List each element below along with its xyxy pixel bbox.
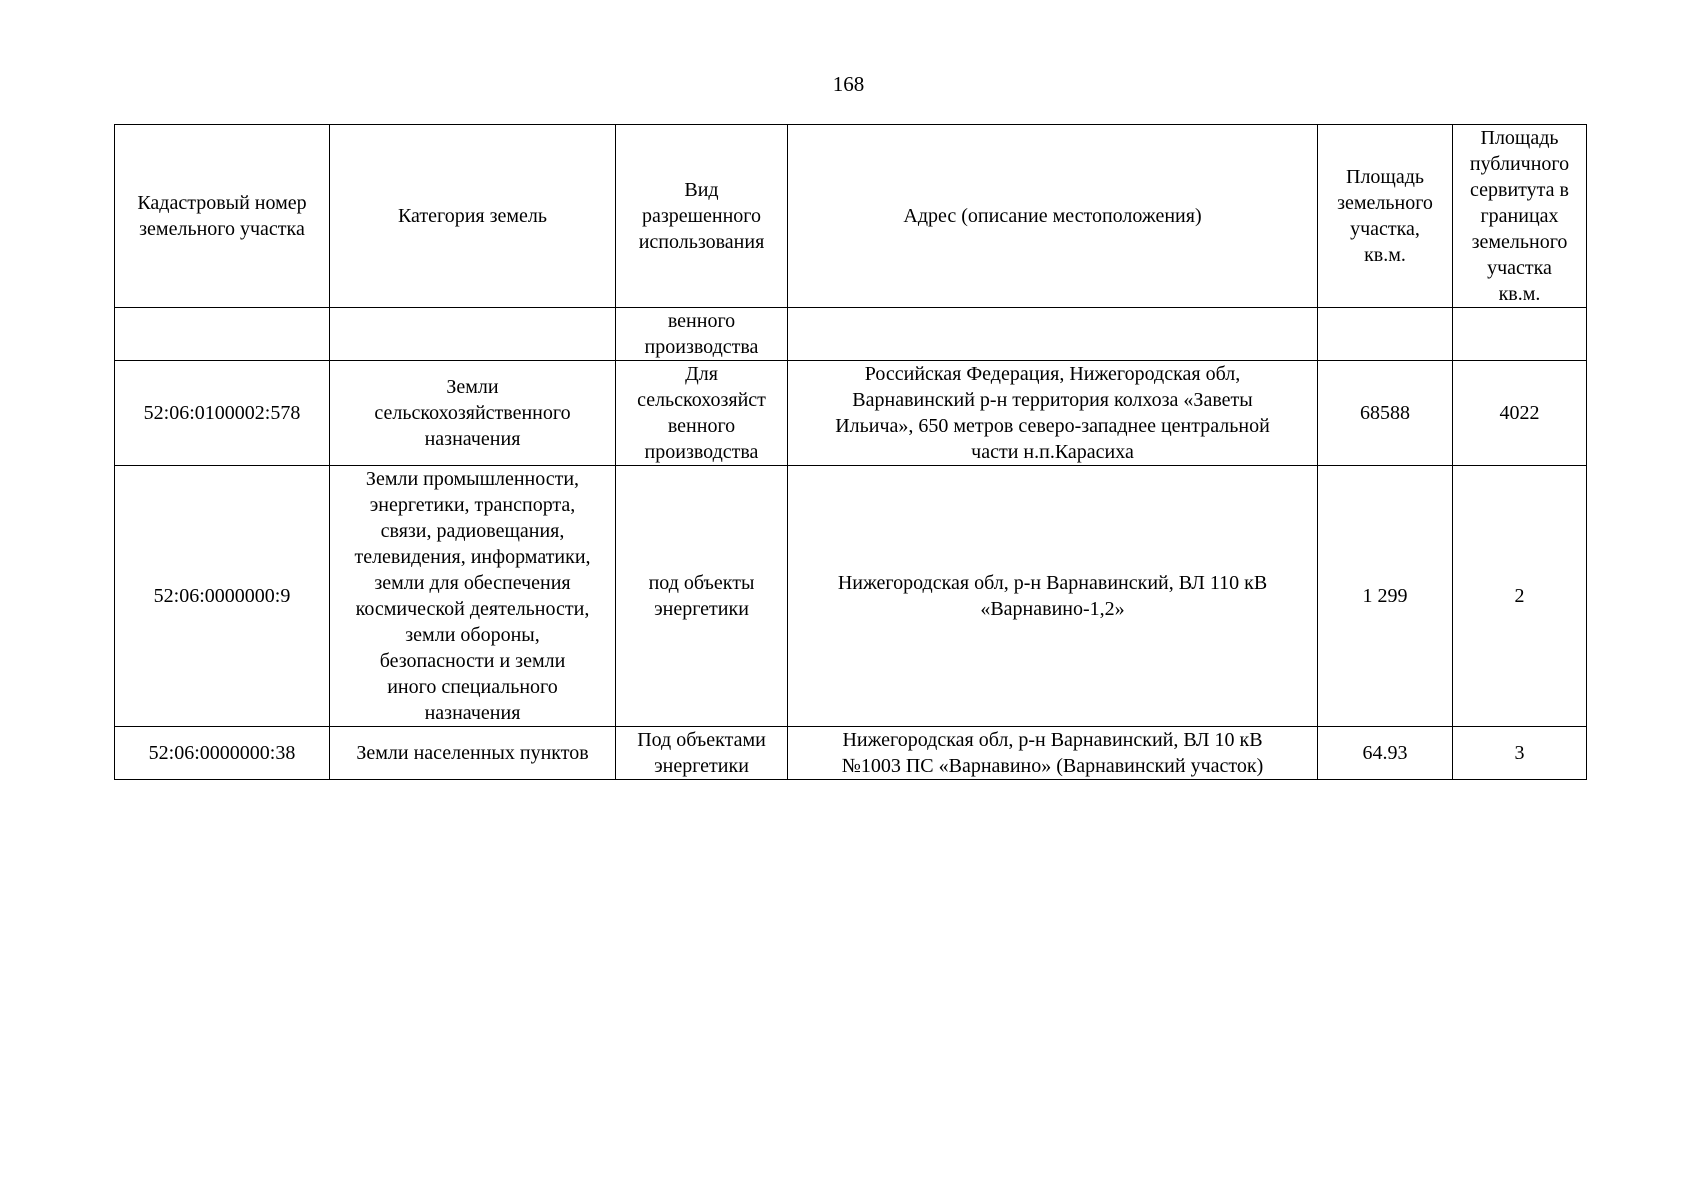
page-number: 168 xyxy=(832,72,865,96)
cadastral-table xyxy=(114,124,1587,780)
cell-cadastral-number: 52:06:0100002:578 xyxy=(115,361,330,466)
cell-servitude-area: 2 xyxy=(1453,466,1587,727)
header-row xyxy=(115,125,1587,308)
cell-address: Российская Федерация, Нижегородская обл, Варнавинский р-н территория колхоза «Заветы Ильича», 650 метров северо-западнее центральной части н.п.Карасиха xyxy=(788,361,1318,466)
cell-land-category xyxy=(330,308,616,361)
cell-servitude-area xyxy=(1453,308,1587,361)
table-row xyxy=(115,727,1587,780)
cell-plot-area: 68588 xyxy=(1318,361,1453,466)
header-address: Адрес (описание местоположения) xyxy=(788,125,1318,308)
cell-plot-area xyxy=(1318,308,1453,361)
cell-address xyxy=(788,308,1318,361)
cell-plot-area: 1 299 xyxy=(1318,466,1453,727)
cell-land-category: Земли промышленности, энергетики, транспорта, связи, радиовещания, телевидения, информатики, земли для обеспечения космической деятельности, земли обороны, безопасности и земли иного специального назначения xyxy=(330,466,616,727)
header-plot-area: Площадь земельного участка, кв.м. xyxy=(1318,125,1453,308)
header-cadastral-number: Кадастровый номер земельного участка xyxy=(115,125,330,308)
cell-land-category: Земли населенных пунктов xyxy=(330,727,616,780)
cell-address: Нижегородская обл, р-н Варнавинский, ВЛ 110 кВ «Варнавино-1,2» xyxy=(788,466,1318,727)
table-body xyxy=(115,308,1587,780)
table-row xyxy=(115,308,1587,361)
table-row xyxy=(115,361,1587,466)
table-row xyxy=(115,466,1587,727)
table-header xyxy=(115,125,1587,308)
header-permitted-use: Вид разрешенного использования xyxy=(616,125,788,308)
cell-permitted-use: под объекты энергетики xyxy=(616,466,788,727)
cell-servitude-area: 3 xyxy=(1453,727,1587,780)
cell-permitted-use: Под объектами энергетики xyxy=(616,727,788,780)
cell-cadastral-number: 52:06:0000000:38 xyxy=(115,727,330,780)
cell-land-category: Земли сельскохозяйственного назначения xyxy=(330,361,616,466)
header-servitude-area: Площадь публичного сервитута в границах земельного участка кв.м. xyxy=(1453,125,1587,308)
cell-cadastral-number xyxy=(115,308,330,361)
header-land-category: Категория земель xyxy=(330,125,616,308)
cell-permitted-use: венного производства xyxy=(616,308,788,361)
cell-permitted-use: Для сельскохозяйст венного производства xyxy=(616,361,788,466)
cell-cadastral-number: 52:06:0000000:9 xyxy=(115,466,330,727)
cell-servitude-area: 4022 xyxy=(1453,361,1587,466)
cell-address: Нижегородская обл, р-н Варнавинский, ВЛ 10 кВ №1003 ПС «Варнавино» (Варнавинский участок) xyxy=(788,727,1318,780)
cell-plot-area: 64.93 xyxy=(1318,727,1453,780)
